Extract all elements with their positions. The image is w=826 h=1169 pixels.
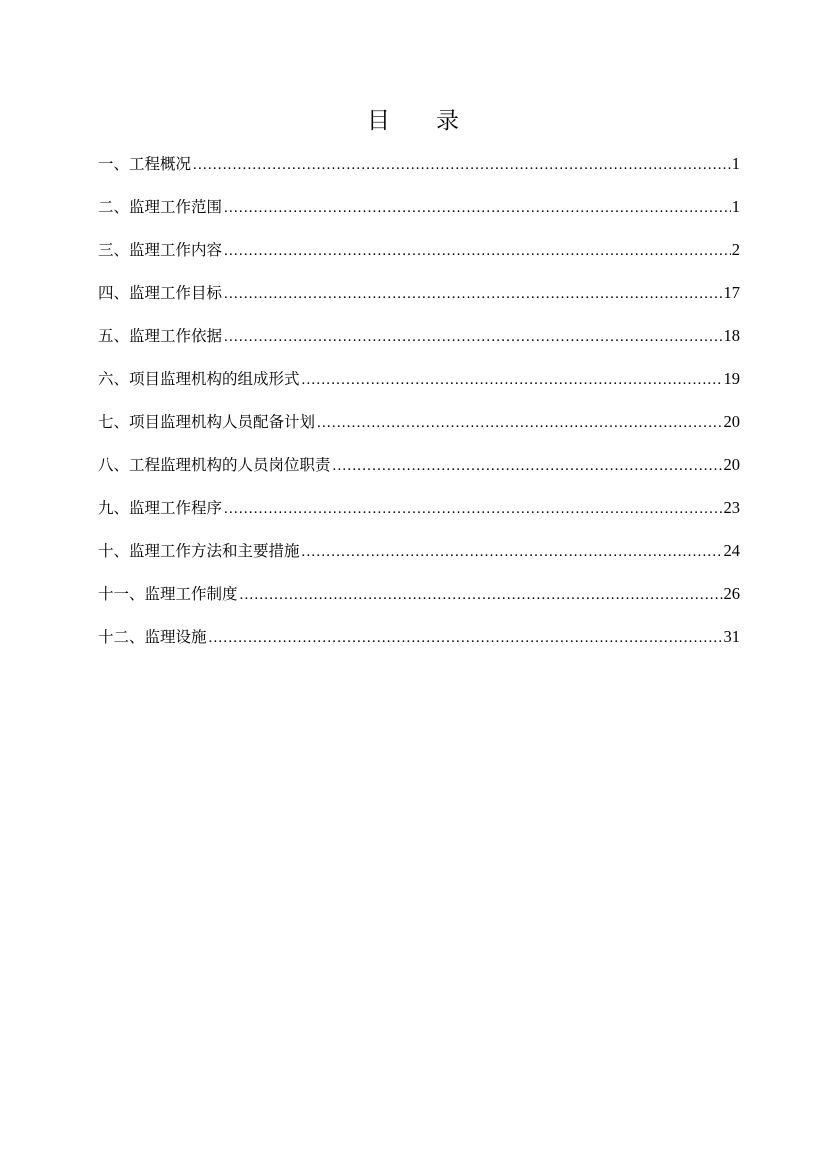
toc-entry-label: 十、监理工作方法和主要措施 (98, 542, 300, 560)
toc-entry[interactable] (98, 409, 740, 452)
toc-entry[interactable] (98, 237, 740, 280)
toc-entry-label: 五、监理工作依据 (98, 327, 223, 345)
toc-dot-leader (302, 539, 723, 565)
toc-entry[interactable] (98, 495, 740, 538)
toc-entry-label: 二、监理工作范围 (98, 198, 223, 216)
toc-entry-page: 19 (723, 369, 740, 388)
toc-entry-label: 七、项目监理机构人员配备计划 (98, 413, 316, 431)
toc-entry-page: 31 (723, 627, 740, 646)
toc-entry[interactable] (98, 581, 740, 624)
toc-entry-page: 2 (731, 240, 740, 259)
toc-entry[interactable] (98, 366, 740, 409)
toc-entry-page: 20 (723, 412, 740, 431)
toc-entry-page: 18 (723, 326, 740, 345)
toc-entry-page: 24 (723, 541, 740, 560)
toc-entry-page: 17 (723, 283, 740, 302)
toc-dot-leader (193, 152, 731, 178)
toc-entry[interactable] (98, 280, 740, 323)
toc-entry[interactable] (98, 538, 740, 581)
toc-list (98, 151, 740, 667)
toc-dot-leader (224, 281, 722, 307)
toc-dot-leader (224, 324, 722, 350)
toc-dot-leader (240, 582, 723, 608)
toc-title-char-1: 目 (367, 108, 390, 134)
toc-entry[interactable] (98, 452, 740, 495)
toc-entry[interactable] (98, 151, 740, 194)
toc-entry-page: 1 (731, 197, 740, 216)
toc-entry-label: 八、工程监理机构的人员岗位职责 (98, 456, 331, 474)
toc-dot-leader (224, 195, 731, 221)
toc-entry-label: 三、监理工作内容 (98, 241, 223, 259)
toc-dot-leader (224, 496, 722, 522)
toc-entry-label: 六、项目监理机构的组成形式 (98, 370, 300, 388)
toc-entry-label: 一、工程概况 (98, 155, 192, 173)
toc-entry-page: 26 (723, 584, 740, 603)
toc-dot-leader (224, 238, 731, 264)
toc-entry-page: 20 (723, 455, 740, 474)
toc-title (0, 106, 826, 136)
toc-entry[interactable] (98, 194, 740, 237)
toc-dot-leader (333, 453, 723, 479)
toc-entry-label: 十二、监理设施 (98, 628, 207, 646)
toc-entry-label: 四、监理工作目标 (98, 284, 223, 302)
toc-entry-label: 十一、监理工作制度 (98, 585, 238, 603)
toc-entry[interactable] (98, 323, 740, 366)
toc-entry-label: 九、监理工作程序 (98, 499, 223, 517)
toc-title-char-2: 录 (436, 108, 459, 134)
toc-dot-leader (209, 625, 723, 651)
toc-entry-page: 23 (723, 498, 740, 517)
toc-dot-leader (317, 410, 722, 436)
toc-dot-leader (302, 367, 723, 393)
toc-entry-page: 1 (731, 154, 740, 173)
toc-entry[interactable] (98, 624, 740, 667)
